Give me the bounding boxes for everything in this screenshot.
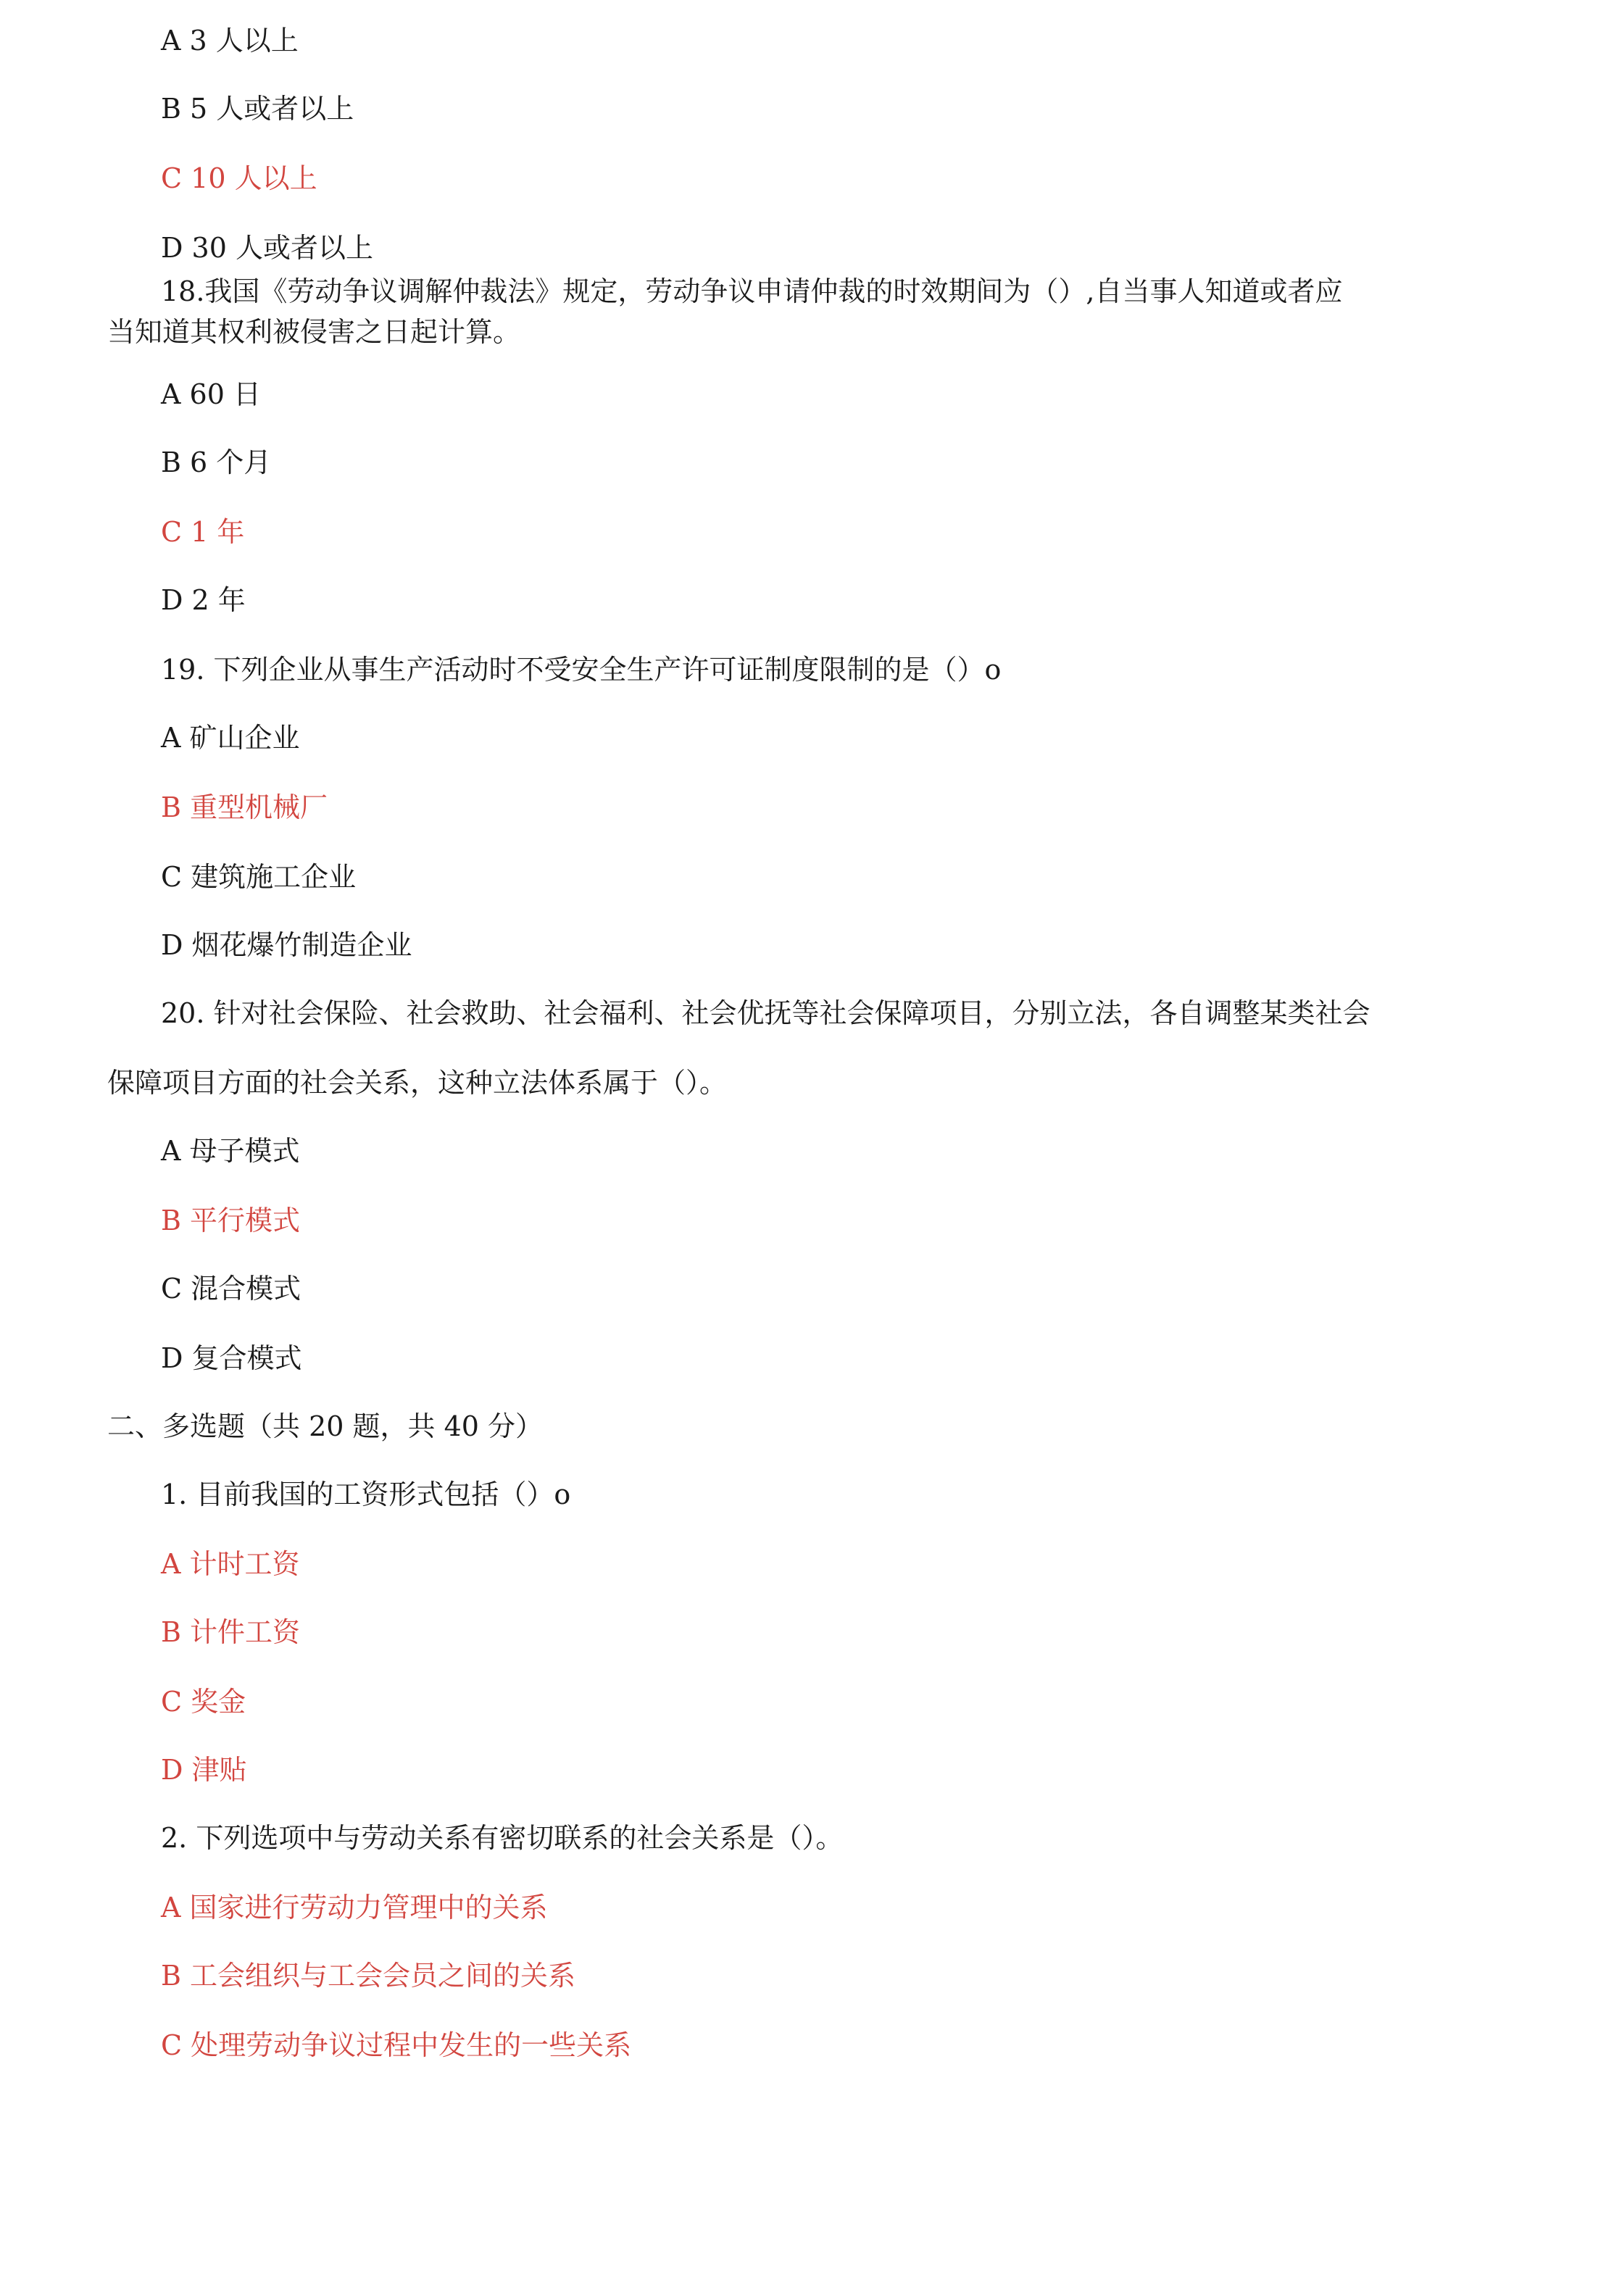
mq1-question: 1. 目前我国的工资形式包括（）o: [161, 1478, 571, 1510]
q17-option-d: D 30 人或者以上: [161, 232, 373, 264]
q18-option-c-correct: C 1 年: [161, 516, 245, 548]
q17-option-c-correct: C 10 人以上: [161, 162, 317, 194]
q18-question-line1: 18.我国《劳动争议调解仲裁法》规定，劳动争议申请仲裁的时效期间为（）,自当事人知道或者应: [161, 275, 1343, 307]
mq1-option-b-correct: B 计件工资: [161, 1616, 301, 1648]
q17-option-b: B 5 人或者以上: [161, 93, 354, 125]
mq2-option-c-correct: C 处理劳动争议过程中发生的一些关系: [161, 2029, 632, 2061]
q20-question-line1: 20. 针对社会保险、社会救助、社会福利、社会优抚等社会保障项目，分别立法，各自调整某类社会: [161, 997, 1370, 1029]
q19-option-a: A 矿山企业: [161, 722, 300, 754]
mq1-option-a-correct: A 计时工资: [161, 1548, 300, 1580]
q18-question-line2: 当知道其权利被侵害之日起计算。: [107, 316, 521, 348]
mq2-question: 2. 下列选项中与劳动关系有密切联系的社会关系是（）。: [161, 1822, 844, 1854]
q18-option-a: A 60 日: [161, 378, 261, 410]
q20-option-d: D 复合模式: [161, 1342, 302, 1374]
q18-option-d: D 2 年: [161, 584, 246, 616]
q20-option-a: A 母子模式: [161, 1135, 300, 1167]
q18-option-b: B 6 个月: [161, 446, 272, 478]
q20-option-c: C 混合模式: [161, 1273, 301, 1305]
q19-question: 19. 下列企业从事生产活动时不受安全生产许可证制度限制的是（）o: [161, 654, 1002, 686]
mq2-option-b-correct: B 工会组织与工会会员之间的关系: [161, 1960, 576, 1992]
section-heading-multiple-choice: 二、多选题（共 20 题，共 40 分）: [107, 1410, 544, 1442]
mq1-option-c-correct: C 奖金: [161, 1686, 246, 1718]
q20-option-b-correct: B 平行模式: [161, 1205, 301, 1236]
q17-option-a: A 3 人以上: [161, 25, 299, 57]
q19-option-b-correct: B 重型机械厂: [161, 791, 328, 823]
q19-option-c: C 建筑施工企业: [161, 861, 357, 893]
mq1-option-d-correct: D 津贴: [161, 1754, 247, 1786]
q19-option-d: D 烟花爆竹制造企业: [161, 929, 412, 961]
q20-question-line2: 保障项目方面的社会关系，这种立法体系属于（）。: [107, 1067, 728, 1099]
mq2-option-a-correct: A 国家进行劳动力管理中的关系: [161, 1892, 548, 1923]
